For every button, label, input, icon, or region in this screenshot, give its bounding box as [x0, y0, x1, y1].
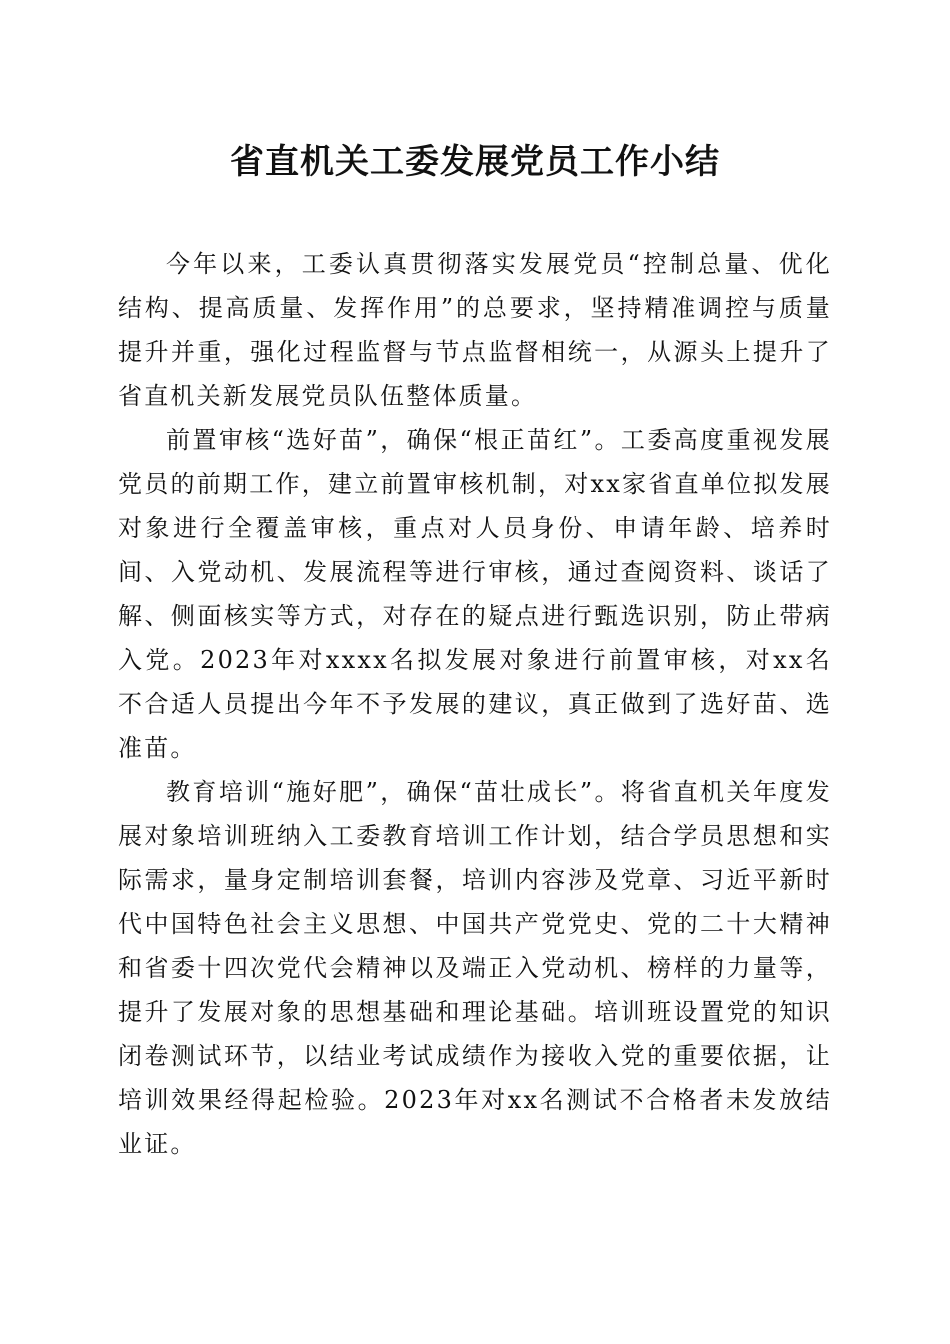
- paragraph-intro: 今年以来，工委认真贯彻落实发展党员“控制总量、优化结构、提高质量、发挥作用”的总要求，坚持精准调控与质量提升并重，强化过程监督与节点监督相统一，从源头上提升了省直机关新发展党员队伍整体质量。: [118, 250, 832, 410]
- document-title: 省直机关工委发展党员工作小结: [230, 142, 720, 182]
- paragraph-pre-review: 前置审核“选好苗”，确保“根正苗红”。工委高度重视发展党员的前期工作，建立前置审核机制，对xx家省直单位拟发展对象进行全覆盖审核，重点对人员身份、申请年龄、培养时间、入党动机、发展流程等进行审核，通过查阅资料、谈话了解、侧面核实等方式，对存在的疑点进行甄选识别，防止带病入党。2023年对xxxx名拟发展对象进行前置审核，对xx名不合适人员提出今年不予发展的建议，真正做到了选好苗、选准苗。: [118, 426, 832, 762]
- paragraph-training: 教育培训“施好肥”，确保“苗壮成长”。将省直机关年度发展对象培训班纳入工委教育培训工作计划，结合学员思想和实际需求，量身定制培训套餐，培训内容涉及党章、习近平新时代中国特色社会主义思想、中国共产党党史、党的二十大精神和省委十四次党代会精神以及端正入党动机、榜样的力量等，提升了发展对象的思想基础和理论基础。培训班设置党的知识闭卷测试环节，以结业考试成绩作为接收入党的重要依据，让培训效果经得起检验。2023年对xx名测试不合格者未发放结业证。: [118, 778, 832, 1158]
